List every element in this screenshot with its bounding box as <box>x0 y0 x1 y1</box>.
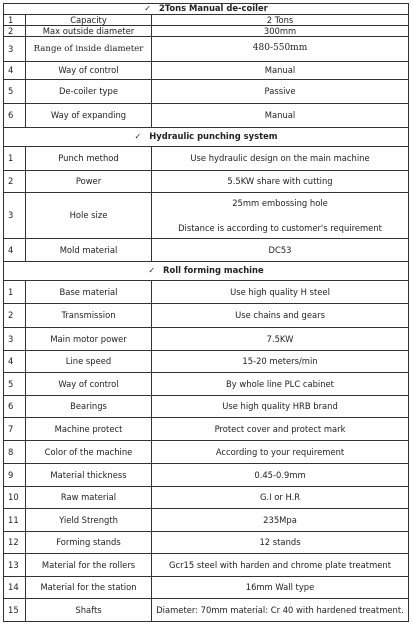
item-name: De-coiler type <box>26 80 152 104</box>
item-name: Base material <box>26 281 152 304</box>
section-header <box>4 4 409 15</box>
item-value: Manual <box>152 104 409 128</box>
item-value: DC53 <box>152 239 409 262</box>
item-value <box>152 193 409 239</box>
row-number: 6 <box>4 396 26 418</box>
row-number: 13 <box>4 554 26 577</box>
spec-row <box>4 304 409 328</box>
item-value: Protect cover and protect mark <box>152 418 409 441</box>
item-value-line: Distance is according to customer's requirement <box>178 222 382 233</box>
item-value: 480-550mm <box>152 37 409 62</box>
row-number: 2 <box>4 26 26 37</box>
spec-row <box>4 487 409 509</box>
item-value: Gcr15 steel with harden and chrome plate treatment <box>152 554 409 577</box>
row-number: 7 <box>4 418 26 441</box>
row-number: 2 <box>4 304 26 328</box>
item-name: Way of expanding <box>26 104 152 128</box>
section-header <box>4 128 409 147</box>
section-header-row <box>4 262 409 281</box>
spec-row <box>4 509 409 532</box>
section-header-row <box>4 4 409 15</box>
item-name: Max outside diameter <box>26 26 152 37</box>
item-name: Material thickness <box>26 464 152 487</box>
row-number: 2 <box>4 171 26 193</box>
item-value: Use chains and gears <box>152 304 409 328</box>
item-value: By whole line PLC cabinet <box>152 373 409 396</box>
item-name: Hole size <box>26 193 152 239</box>
item-value: 15-20 meters/min <box>152 351 409 373</box>
spec-row <box>4 577 409 599</box>
spec-row <box>4 37 409 62</box>
item-value: According to your requirement <box>152 441 409 464</box>
item-value: Use high quality HRB brand <box>152 396 409 418</box>
spec-row <box>4 418 409 441</box>
item-name: Punch method <box>26 147 152 171</box>
row-number: 10 <box>4 487 26 509</box>
row-number: 1 <box>4 147 26 171</box>
item-name: Machine protect <box>26 418 152 441</box>
spec-row <box>4 441 409 464</box>
check-icon: ✓ <box>144 4 151 14</box>
spec-row <box>4 171 409 193</box>
item-value: G.I or H.R <box>152 487 409 509</box>
spec-sheet <box>3 3 408 639</box>
item-value: 235Mpa <box>152 509 409 532</box>
row-number: 3 <box>4 328 26 351</box>
spec-row <box>4 239 409 262</box>
spec-row <box>4 396 409 418</box>
spec-row <box>4 147 409 171</box>
item-value: Passive <box>152 80 409 104</box>
item-value: 5.5KW share with cutting <box>152 171 409 193</box>
item-value: 16mm Wall type <box>152 577 409 599</box>
item-name: Forming stands <box>26 532 152 554</box>
item-value: 0.45-0.9mm <box>152 464 409 487</box>
check-icon: ✓ <box>134 132 142 142</box>
section-title: Roll forming machine <box>163 265 264 276</box>
item-name: Power <box>26 171 152 193</box>
item-name: Shafts <box>26 599 152 622</box>
row-number: 5 <box>4 373 26 396</box>
item-name: Transmission <box>26 304 152 328</box>
item-name: Raw material <box>26 487 152 509</box>
spec-row <box>4 464 409 487</box>
item-name: Way of control <box>26 373 152 396</box>
spec-table-body <box>4 4 409 622</box>
section-header <box>4 262 409 281</box>
item-name: Material for the station <box>26 577 152 599</box>
row-number: 3 <box>4 37 26 62</box>
spec-row <box>4 532 409 554</box>
item-name: Capacity <box>26 15 152 26</box>
item-name: Yield Strength <box>26 509 152 532</box>
item-name: Material for the rollers <box>26 554 152 577</box>
row-number: 6 <box>4 104 26 128</box>
spec-row <box>4 351 409 373</box>
check-icon: ✓ <box>148 266 156 276</box>
section-title: Hydraulic punching system <box>149 131 278 142</box>
item-name: Main motor power <box>26 328 152 351</box>
item-value-line: 25mm embossing hole <box>232 197 328 208</box>
row-number: 3 <box>4 193 26 239</box>
item-name: Color of the machine <box>26 441 152 464</box>
item-name: Line speed <box>26 351 152 373</box>
spec-table <box>3 3 409 622</box>
row-number: 15 <box>4 599 26 622</box>
item-value: Manual <box>152 62 409 80</box>
spec-row <box>4 599 409 622</box>
row-number: 4 <box>4 351 26 373</box>
row-number: 14 <box>4 577 26 599</box>
item-value: Diameter: 70mm material: Cr 40 with hardened treatment. <box>152 599 409 622</box>
spec-row <box>4 62 409 80</box>
row-number: 9 <box>4 464 26 487</box>
item-name: Way of control <box>26 62 152 80</box>
row-number: 11 <box>4 509 26 532</box>
row-number: 1 <box>4 281 26 304</box>
section-title: 2Tons Manual de-coiler <box>158 3 268 14</box>
spec-row <box>4 328 409 351</box>
item-name: Bearings <box>26 396 152 418</box>
row-number: 8 <box>4 441 26 464</box>
item-value: 12 stands <box>152 532 409 554</box>
row-number: 4 <box>4 62 26 80</box>
item-value: 300mm <box>152 26 409 37</box>
item-name: Mold material <box>26 239 152 262</box>
row-number: 12 <box>4 532 26 554</box>
item-value: 7.5KW <box>152 328 409 351</box>
row-number: 1 <box>4 15 26 26</box>
spec-row <box>4 281 409 304</box>
item-value: Use high quality H steel <box>152 281 409 304</box>
item-value: 2 Tons <box>152 15 409 26</box>
spec-row <box>4 104 409 128</box>
spec-row <box>4 373 409 396</box>
spec-row <box>4 26 409 37</box>
row-number: 4 <box>4 239 26 262</box>
section-header-row <box>4 128 409 147</box>
spec-row <box>4 15 409 26</box>
spec-row <box>4 193 409 239</box>
spec-row <box>4 80 409 104</box>
item-value: Use hydraulic design on the main machine <box>152 147 409 171</box>
spec-row <box>4 554 409 577</box>
item-name: Range of inside diameter <box>26 37 152 62</box>
row-number: 5 <box>4 80 26 104</box>
